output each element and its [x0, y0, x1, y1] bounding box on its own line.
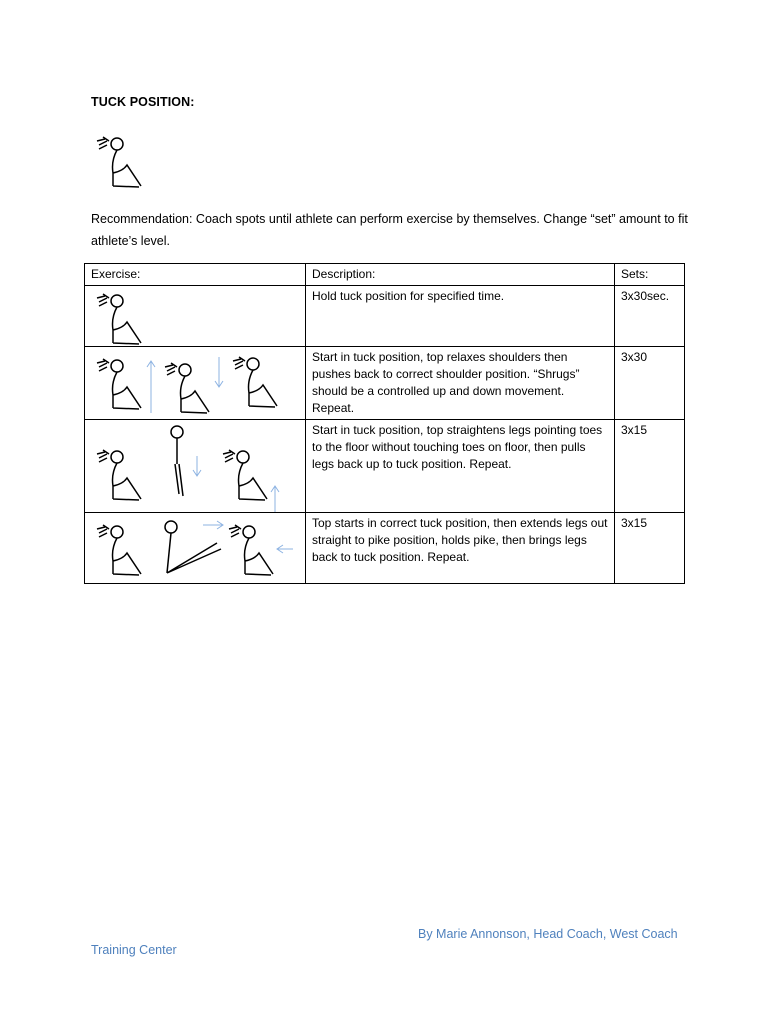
exercise-table — [84, 263, 685, 584]
table-row — [85, 286, 685, 347]
header-exercise: Exercise: — [85, 264, 306, 286]
tuck-hold-figure — [85, 286, 293, 346]
exercise-figure-cell — [85, 513, 306, 584]
description-cell: Start in tuck position, top relaxes shoulders then pushes back to correct shoulder position. “Shrugs” should be a controlled up and down movement. Repeat. — [306, 347, 615, 420]
footer-credit-continued: Training Center — [91, 943, 177, 957]
table-row — [85, 513, 685, 584]
down-arrow-icon — [215, 357, 223, 387]
right-arrow-icon — [203, 521, 223, 529]
exercise-figure-cell — [85, 420, 306, 513]
exercise-figure-cell — [85, 347, 306, 420]
recommendation-text: Recommendation: Coach spots until athlete can perform exercise by themselves. Change “set” amount to fit athlete’s level. — [91, 212, 688, 248]
up-arrow-icon — [147, 361, 155, 413]
description-cell: Hold tuck position for specified time. — [306, 286, 615, 347]
sets-cell: 3x30sec. — [615, 286, 685, 347]
header-description: Description: — [306, 264, 615, 286]
left-arrow-icon — [277, 545, 293, 553]
page-title: TUCK POSITION: — [91, 95, 195, 109]
up-arrow-icon — [271, 486, 279, 512]
table-row — [85, 347, 685, 420]
footer-credit: By Marie Annonson, Head Coach, West Coach — [418, 927, 678, 941]
shrugs-figures — [85, 347, 293, 417]
description-cell: Start in tuck position, top straightens legs pointing toes to the floor without touching toes on floor, then pulls legs back up to tuck position. Repeat. — [306, 420, 615, 513]
sets-cell: 3x30 — [615, 347, 685, 420]
header-sets: Sets: — [615, 264, 685, 286]
leg-extension-figures — [85, 420, 293, 512]
table-header-row — [85, 264, 685, 286]
tuck-figure-image — [93, 127, 153, 197]
table-row — [85, 420, 685, 513]
exercise-figure-cell — [85, 286, 306, 347]
sets-cell: 3x15 — [615, 513, 685, 584]
pike-figures — [85, 513, 293, 583]
sets-cell: 3x15 — [615, 420, 685, 513]
down-arrow-icon — [193, 456, 201, 476]
description-cell: Top starts in correct tuck position, then extends legs out straight to pike position, holds pike, then brings legs back to tuck position. Repeat. — [306, 513, 615, 584]
